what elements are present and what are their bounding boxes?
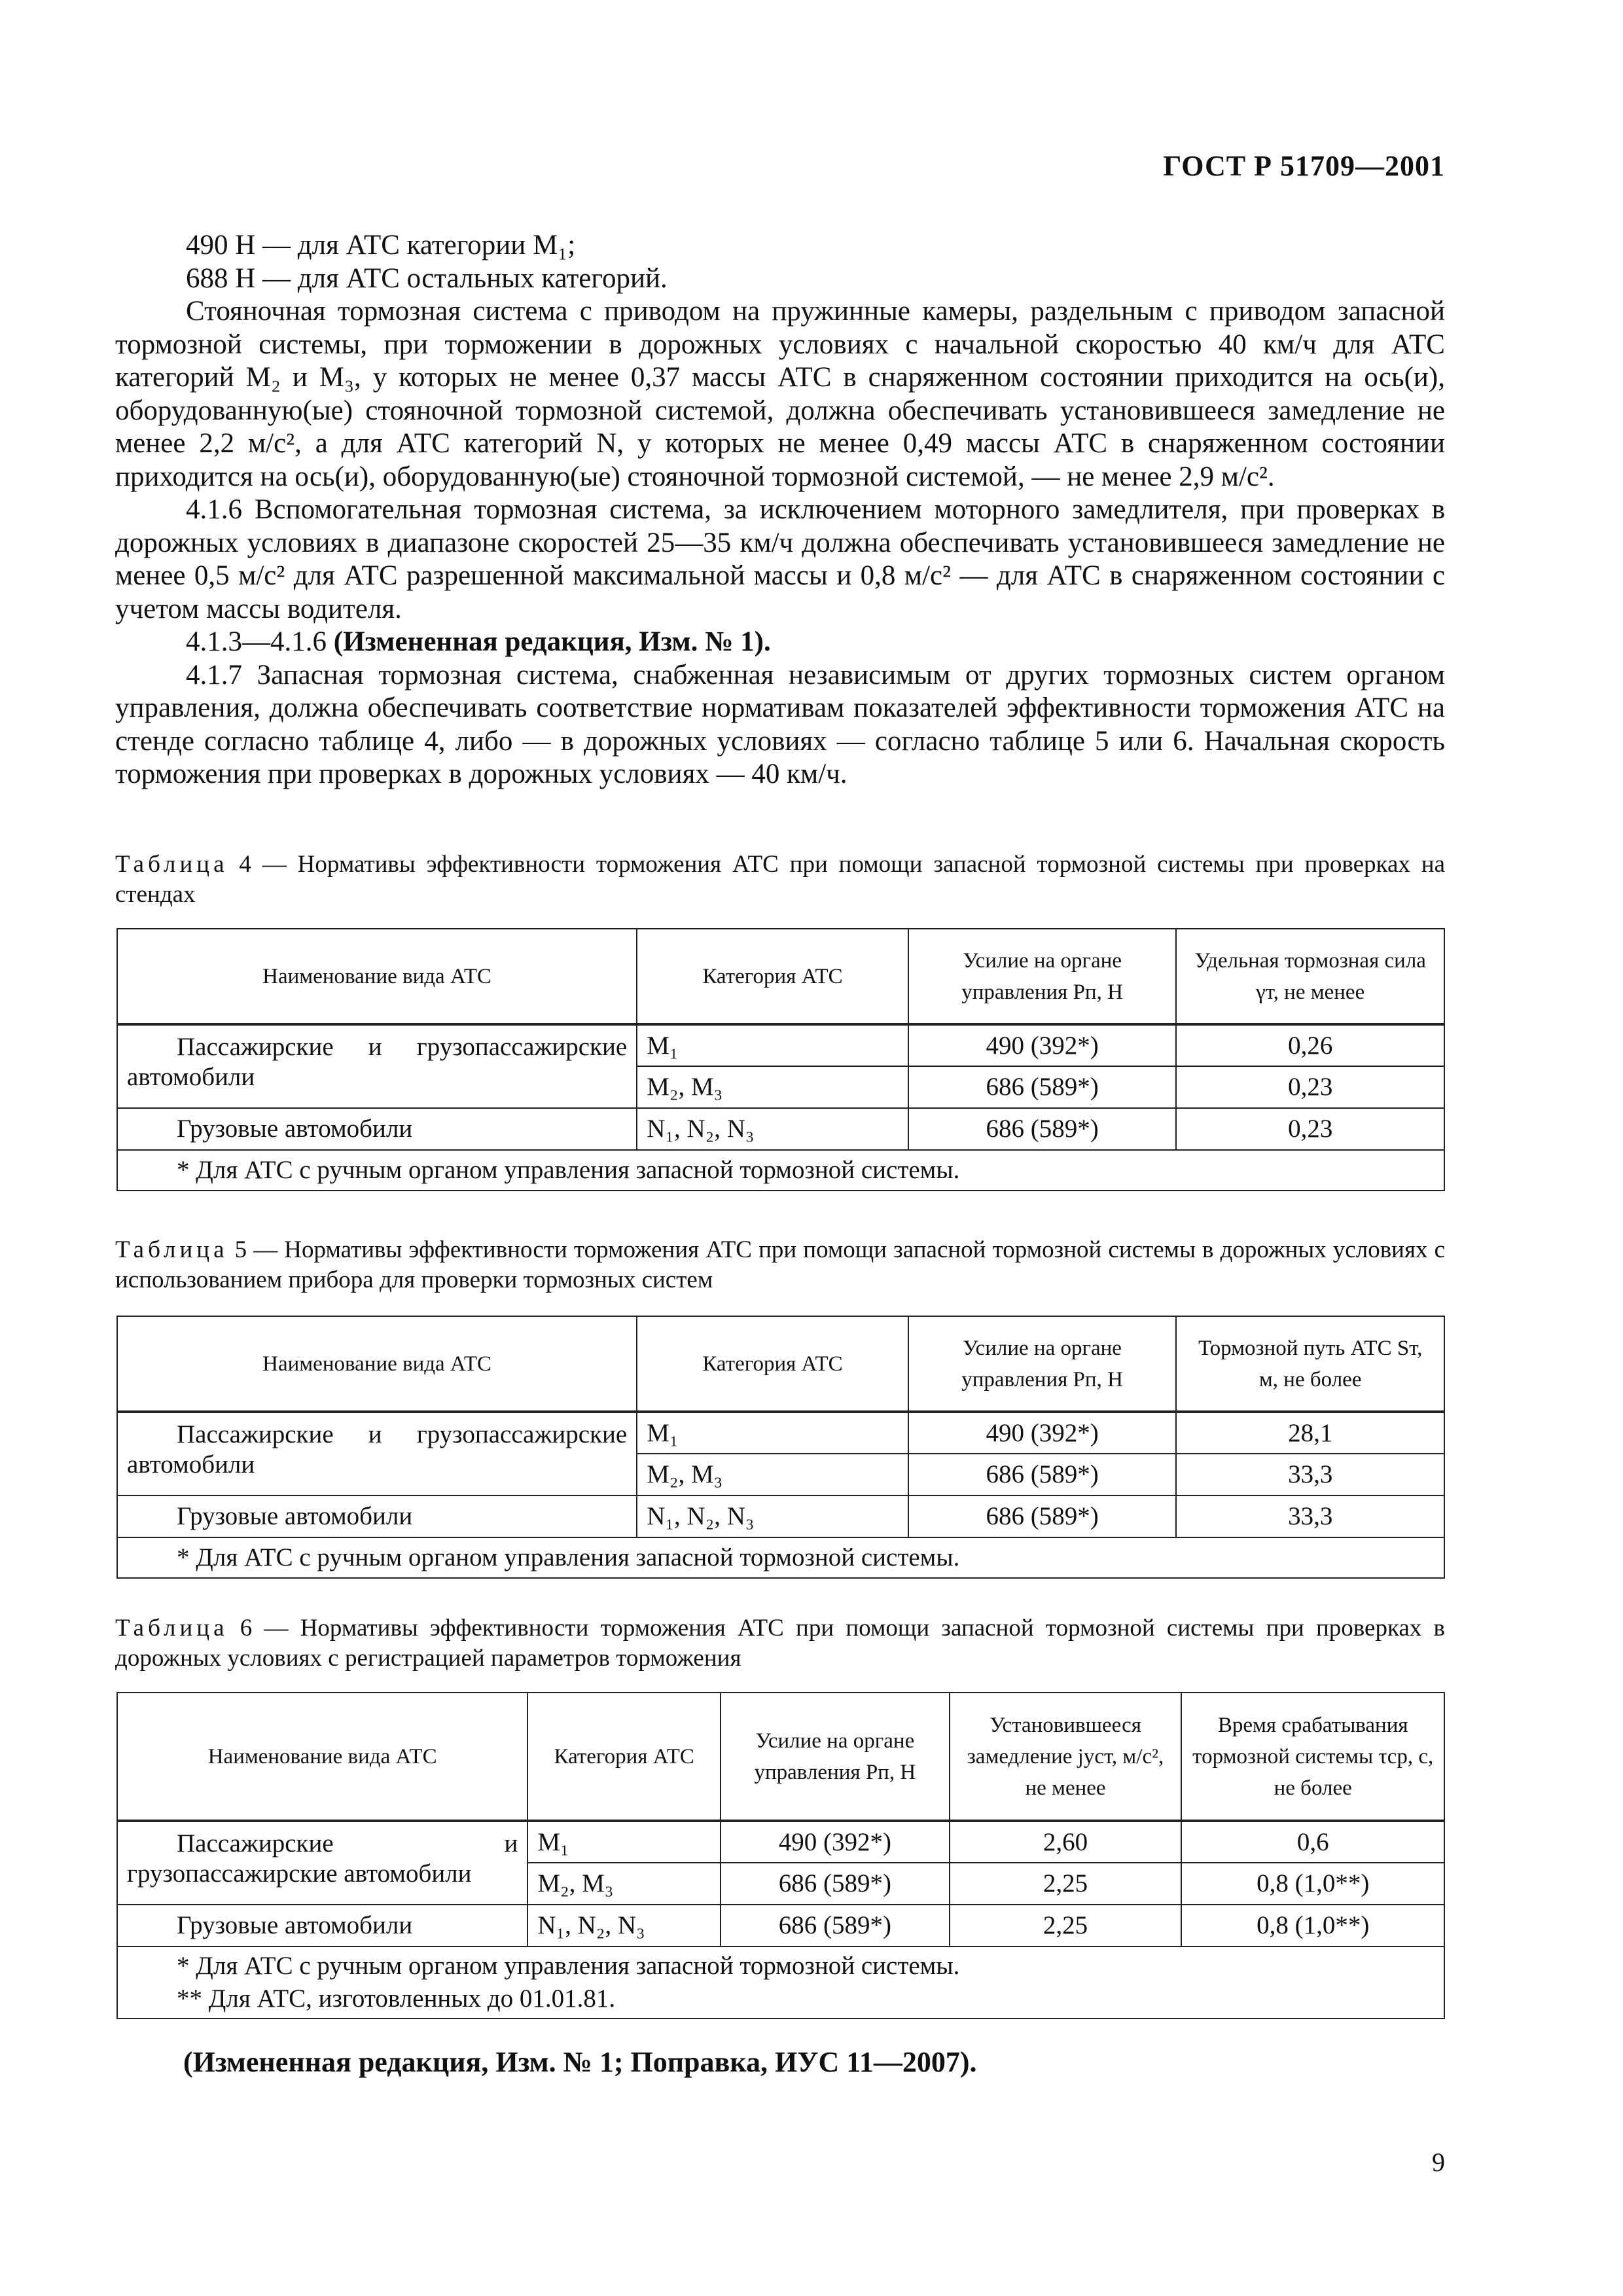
table6-row2-time: 0,8 (1,0**) xyxy=(1181,1863,1444,1905)
table5-row2-category: M₂, M₃ xyxy=(637,1454,908,1496)
paragraph-3: Стояночная тормозная система с приводом на пружинные камеры, раздельным с приводом запасной тормозной системы, при торможении в дорожных условиях с начальной скоростью 40 км/ч для АТС категорий M₂ и M₃, у которых не менее 0,37 массы АТС в снаряженном состоянии приходится на ось(и), оборудованную(ые) стояночной тормозной системой, должна обеспечивать установившееся замедление не менее 2,2 м/с², а для АТС категорий N, у которых не менее 0,49 массы АТС в снаряженном состоянии приходится на ось(и), оборудованную(ые) стояночной тормозной системой, — не менее 2,9 м/с². xyxy=(115,296,1445,492)
table6-row1-force: 490 (392*) xyxy=(721,1821,950,1863)
final-edit-note: (Измененная редакция, Изм. № 1; Поправка, ИУС 11—2007). xyxy=(183,2046,977,2078)
table5-row3-name: Грузовые автомобили xyxy=(117,1496,637,1537)
table4-row1-category: M₁ xyxy=(637,1024,908,1066)
table6-row3-decel: 2,25 xyxy=(950,1905,1182,1946)
table4-row3-value: 0,23 xyxy=(1176,1108,1444,1150)
table4-header-value: Удельная тормозная сила γт, не менее xyxy=(1176,929,1444,1024)
page-number: 9 xyxy=(1432,2147,1445,2177)
table4-row3-name: Грузовые автомобили xyxy=(117,1108,637,1150)
table6-row1-time: 0,6 xyxy=(1181,1821,1444,1863)
table5 xyxy=(116,1316,1445,1579)
table5-header-name: Наименование вида АТС xyxy=(117,1316,637,1412)
table5-row3-force: 686 (589*) xyxy=(908,1496,1177,1537)
table6-row2-decel: 2,25 xyxy=(950,1863,1182,1905)
table5-header-category: Категория АТС xyxy=(637,1316,908,1412)
table6-header-category: Категория АТС xyxy=(527,1693,721,1821)
table4-header-name: Наименование вида АТС xyxy=(117,929,637,1024)
table5-row2-value: 33,3 xyxy=(1176,1454,1444,1496)
table6-caption xyxy=(115,1613,1445,1674)
table6 xyxy=(116,1692,1445,2019)
table5-header-force: Усилие на органе управления Рп, Н xyxy=(908,1316,1177,1412)
body-text xyxy=(115,229,1445,791)
edit-note xyxy=(115,626,1445,659)
table6-row2-category: M₂, M₃ xyxy=(527,1863,721,1905)
table6-note1: * Для АТС с ручным органом управления запасной тормозной системы. xyxy=(177,1952,960,1980)
table5-note: * Для АТС с ручным органом управления запасной тормозной системы. xyxy=(117,1537,1444,1578)
table5-row1-category: M₁ xyxy=(637,1412,908,1454)
table4-header-force: Усилие на органе управления Рп, Н xyxy=(908,929,1177,1024)
table5-row1-force: 490 (392*) xyxy=(908,1412,1177,1454)
table5-label: Таблица xyxy=(115,1236,228,1263)
table4-row1-force: 490 (392*) xyxy=(908,1024,1177,1066)
page-header: ГОСТ Р 51709—2001 xyxy=(1163,150,1445,182)
table4-row1-value: 0,26 xyxy=(1176,1024,1444,1066)
table6-row3-category: N₁, N₂, N₃ xyxy=(527,1905,721,1946)
edit-note-prefix: 4.1.3—4.1.6 xyxy=(186,626,334,657)
table6-row1-name: Пассажирские и грузопассажирские автомобили xyxy=(117,1821,527,1905)
table5-header-value: Тормозной путь АТС Sт, м, не более xyxy=(1176,1316,1444,1412)
table6-notes xyxy=(117,1946,1444,2018)
table4-row3-force: 686 (589*) xyxy=(908,1108,1177,1150)
table5-caption xyxy=(115,1235,1445,1295)
table4-row1-name: Пассажирские и грузопассажирские автомобили xyxy=(117,1024,637,1108)
table5-row1-value: 28,1 xyxy=(1176,1412,1444,1454)
paragraph-4: 4.1.6 Вспомогательная тормозная система, за исключением моторного замедлителя, при проверках в дорожных условиях в диапазоне скоростей 25—35 км/ч должна обеспечивать установившееся замедление не менее 0,5 м/с² для АТС разрешенной максимальной массы и 0,8 м/с² — для АТС в снаряженном состоянии с учетом массы водителя. xyxy=(115,494,1445,624)
table6-note2: ** Для АТС, изготовленных до 01.01.81. xyxy=(177,1984,616,2013)
table6-header-decel: Установившееся замедление jуст, м/с², не менее xyxy=(950,1693,1182,1821)
table5-caption-text: 5 — Нормативы эффективности торможения АТС при помощи запасной тормозной системы в дорожных условиях с использованием прибора для проверки тормозных систем xyxy=(115,1236,1445,1293)
table6-row2-force: 686 (589*) xyxy=(721,1863,950,1905)
table6-label: Таблица xyxy=(115,1615,228,1641)
paragraph-417: 4.1.7 Запасная тормозная система, снабженная независимым от других тормозных систем органом управления, должна обеспечивать соответствие нормативам показателей эффективности торможения АТС на стенде согласно таблице 4, либо — в дорожных условиях — согласно таблице 5 или 6. Начальная скорость торможения при проверках в дорожных условиях — 40 км/ч. xyxy=(115,659,1445,789)
table6-header-force: Усилие на органе управления Рп, Н xyxy=(721,1693,950,1821)
table4-row2-category: M₂, M₃ xyxy=(637,1066,908,1108)
table4-row3-category: N₁, N₂, N₃ xyxy=(637,1108,908,1150)
table5-row3-category: N₁, N₂, N₃ xyxy=(637,1496,908,1537)
table4 xyxy=(116,928,1445,1191)
table4-header-category: Категория АТС xyxy=(637,929,908,1024)
table6-row1-category: M₁ xyxy=(527,1821,721,1863)
table6-row3-name: Грузовые автомобили xyxy=(117,1905,527,1946)
table4-caption-text: 4 — Нормативы эффективности торможения АТС при помощи запасной тормозной системы при проверках на стендах xyxy=(115,851,1445,908)
table6-caption-text: 6 — Нормативы эффективности торможения АТС при помощи запасной тормозной системы при проверках в дорожных условиях с регистрацией параметров торможения xyxy=(115,1615,1445,1672)
table6-row1-decel: 2,60 xyxy=(950,1821,1182,1863)
edit-note-bold: (Измененная редакция, Изм. № 1). xyxy=(333,626,771,657)
table4-note: * Для АТС с ручным органом управления запасной тормозной системы. xyxy=(117,1150,1444,1191)
table6-row3-time: 0,8 (1,0**) xyxy=(1181,1905,1444,1946)
table4-row2-force: 686 (589*) xyxy=(908,1066,1177,1108)
table6-row3-force: 686 (589*) xyxy=(721,1905,950,1946)
table5-row1-name: Пассажирские и грузопассажирские автомобили xyxy=(117,1412,637,1496)
table4-label: Таблица xyxy=(115,851,228,878)
table6-header-time: Время срабатывания тормозной системы τср, с, не более xyxy=(1181,1693,1444,1821)
paragraph-1: 490 Н — для АТС категории M₁; xyxy=(186,230,576,260)
table5-row2-force: 686 (589*) xyxy=(908,1454,1177,1496)
table4-row2-value: 0,23 xyxy=(1176,1066,1444,1108)
table4-caption xyxy=(115,850,1445,910)
table6-header-name: Наименование вида АТС xyxy=(117,1693,527,1821)
table5-row3-value: 33,3 xyxy=(1176,1496,1444,1537)
paragraph-2: 688 Н — для АТС остальных категорий. xyxy=(186,262,668,294)
